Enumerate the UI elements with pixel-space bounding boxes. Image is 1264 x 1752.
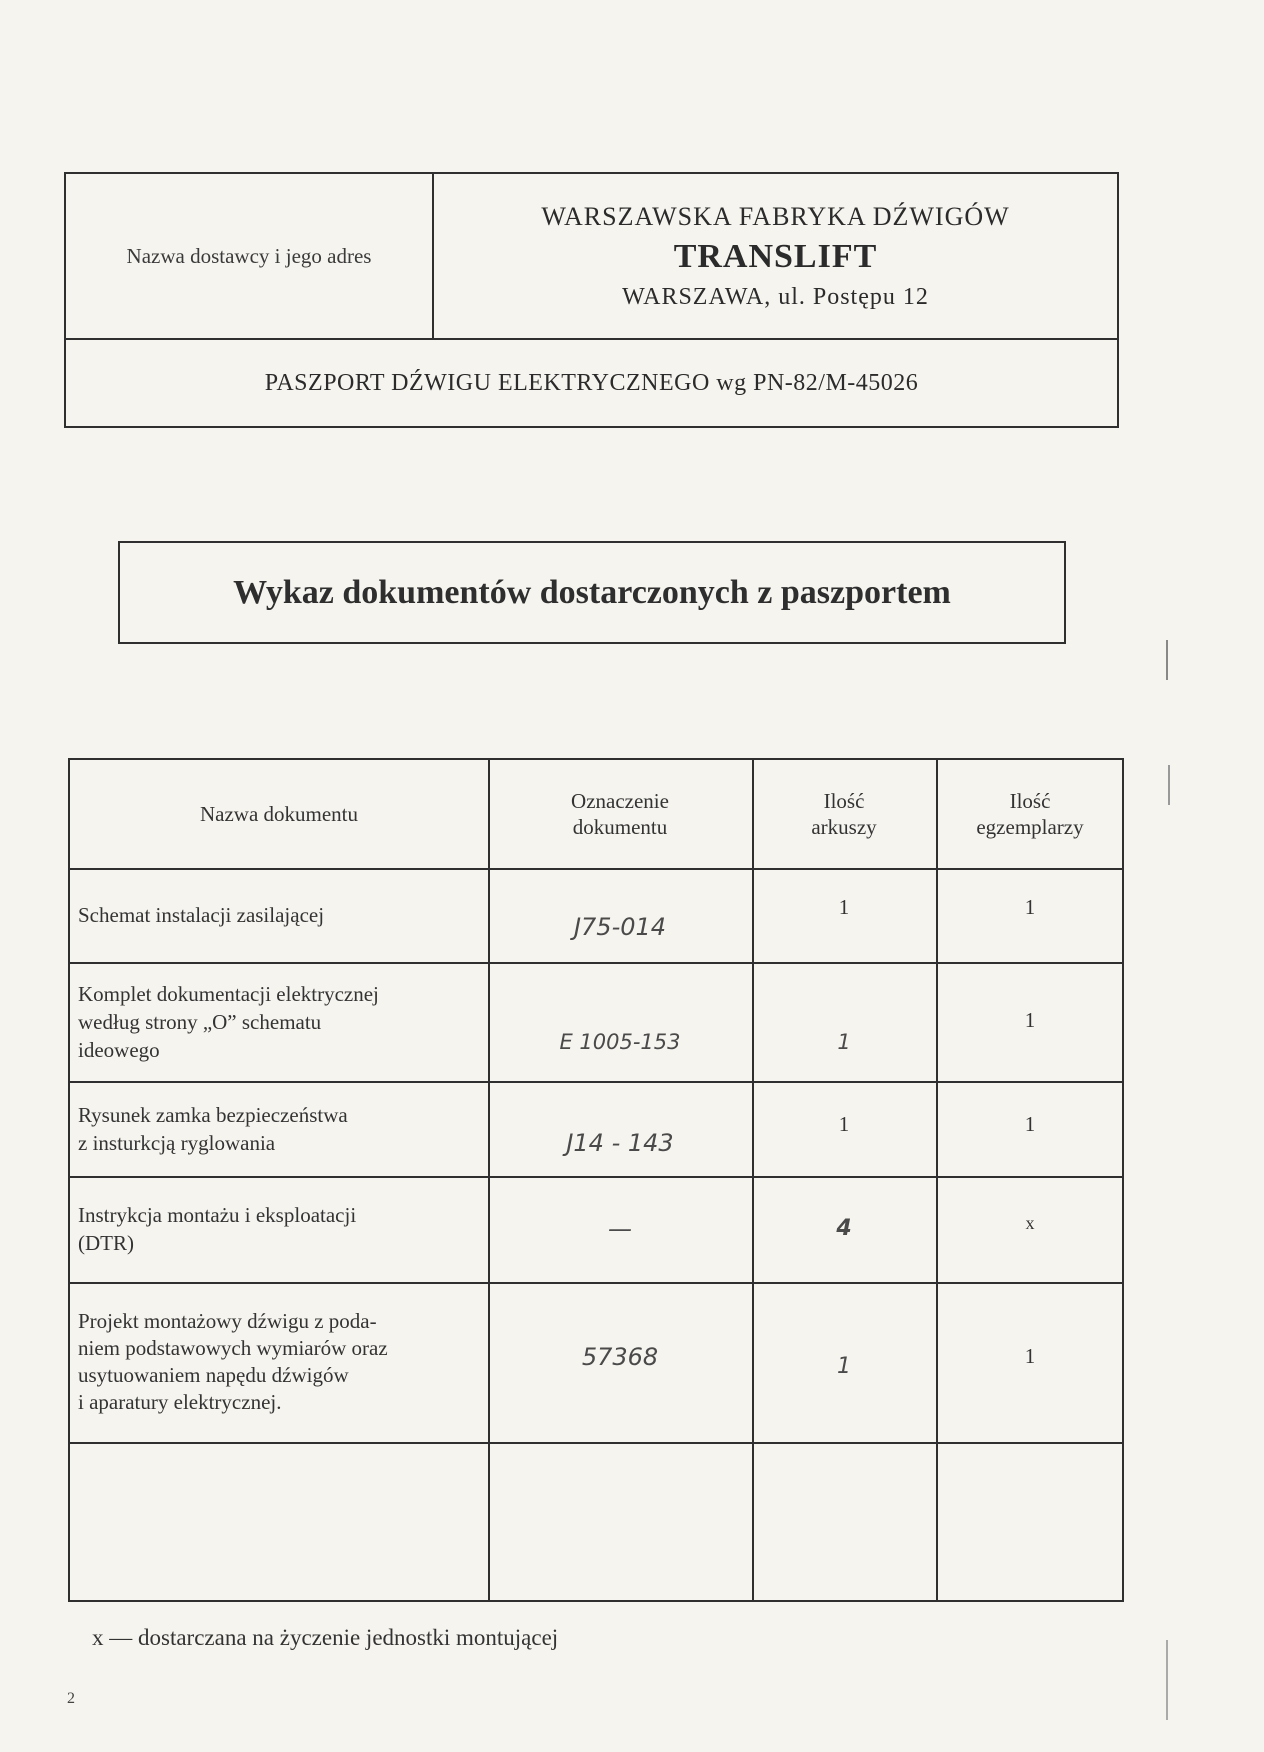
- table-row-name: Komplet dokumentacji elektrycznej według strony „O” schematu ideowego: [78, 981, 379, 1062]
- table-row-designation: —: [608, 1215, 632, 1243]
- table-row-sheets: 1: [837, 1354, 851, 1379]
- table-row-name: [70, 1442, 488, 1602]
- table-row-designation: 57368: [581, 1343, 659, 1371]
- column-header-sheets: Ilość arkuszy: [811, 789, 877, 839]
- company-name: WARSZAWSKA FABRYKA DŹWIGÓW: [541, 201, 1010, 231]
- table-row-sheets: 1: [837, 1029, 851, 1054]
- scan-edge-mark: [1166, 640, 1168, 680]
- table-row-designation: J14 - 143: [566, 1128, 674, 1157]
- table-row-copies: 1: [1024, 895, 1036, 919]
- table-row-sheets: 4: [836, 1216, 852, 1241]
- table-row-copies: 1: [1024, 1344, 1036, 1368]
- table-row-sheets: 1: [838, 895, 850, 919]
- table-row-name: Schemat instalacji zasilającej: [78, 903, 325, 927]
- table-row-sheets: 1: [838, 1111, 850, 1136]
- table-row-copies: 1: [1024, 1111, 1036, 1136]
- column-header-copies: Ilość egzemplarzy: [976, 789, 1084, 839]
- table-row-copies: 1: [1024, 1007, 1036, 1032]
- scan-edge-mark: [1168, 765, 1170, 805]
- documents-table: [68, 758, 1124, 1602]
- table-row-copies: [936, 1442, 1124, 1602]
- supplier-label: Nazwa dostawcy i jego adres: [66, 174, 434, 340]
- supplier-header-box: [64, 172, 1119, 428]
- company-brand: TRANSLIFT: [673, 237, 878, 275]
- table-row-name: Instrykcja montażu i eksploatacji (DTR): [78, 1203, 357, 1255]
- table-row-sheets: [752, 1442, 936, 1602]
- section-title: Wykaz dokumentów dostarczonych z paszportem: [118, 541, 1066, 644]
- scan-edge-mark: [1166, 1640, 1168, 1720]
- page-number: 2: [67, 1690, 75, 1707]
- table-row-designation: E 1005-153: [559, 1029, 681, 1054]
- table-row-name: Projekt montażowy dźwigu z poda- niem podstawowych wymiarów oraz usytuowaniem napędu dźwigów i aparatury elektrycznej.: [78, 1309, 388, 1414]
- column-header-name: Nazwa dokumentu: [199, 802, 359, 826]
- company-info: [434, 174, 1117, 340]
- table-row-name: Rysunek zamka bezpieczeństwa z insturkcją ryglowania: [78, 1102, 348, 1155]
- table-row-copies: x: [1025, 1213, 1035, 1233]
- table-row-designation: [488, 1442, 752, 1602]
- passport-title: PASZPORT DŹWIGU ELEKTRYCZNEGO wg PN-82/M-45026: [264, 369, 919, 396]
- footnote: x — dostarczana na życzenie jednostki montującej: [92, 1625, 559, 1650]
- column-header-designation: Oznaczenie dokumentu: [571, 789, 669, 839]
- company-address: WARSZAWA, ul. Postępu 12: [622, 283, 929, 310]
- table-row-designation: J75-014: [573, 913, 667, 941]
